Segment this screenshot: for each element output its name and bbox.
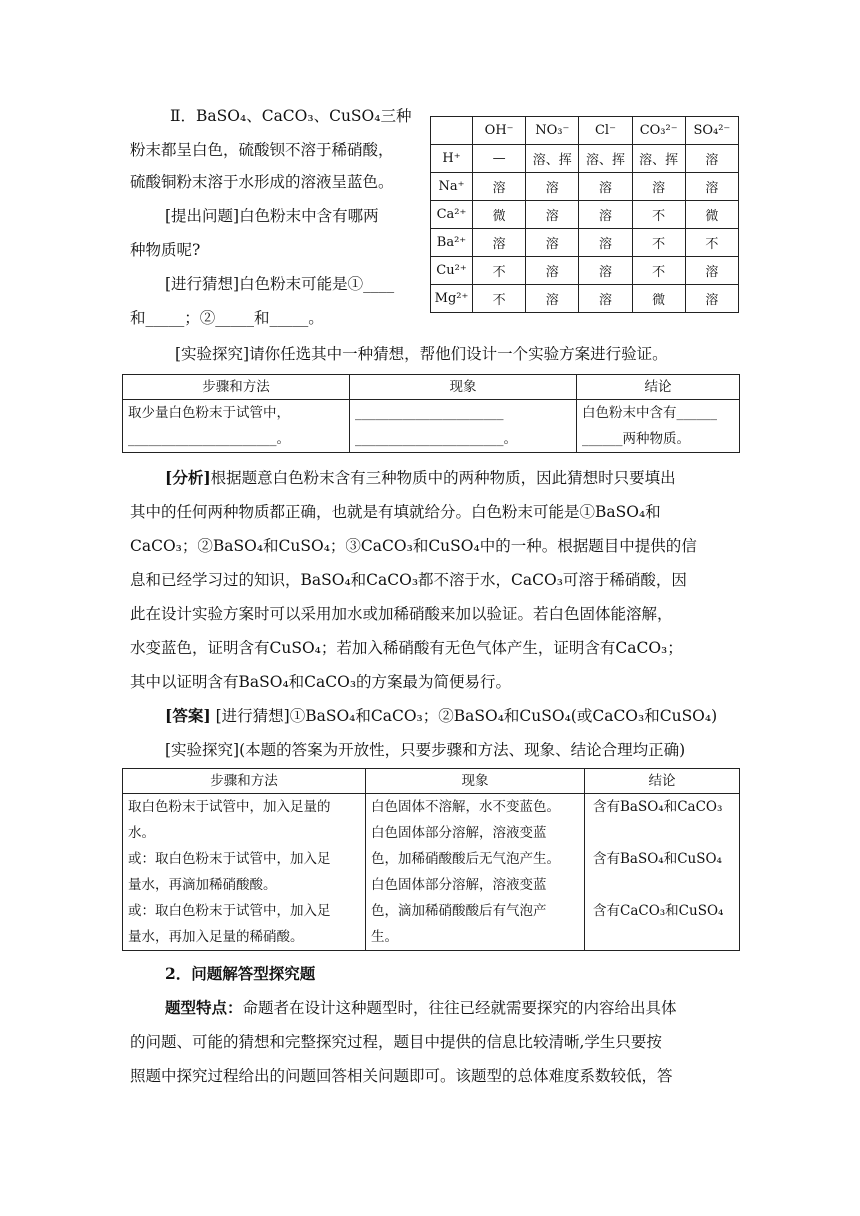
table-cell: 溶	[579, 229, 632, 257]
step-line: 取白色粉末于试管中，加入足量的	[128, 799, 331, 815]
intro-line-1: Ⅱ．BaSO₄、CaCO₃、CuSO₄三种	[170, 107, 412, 125]
table-cell: Cl⁻	[579, 117, 632, 145]
solubility-table	[430, 116, 739, 313]
analysis-line-5: 此在设计实验方案时可以采用加水或加稀硝酸来加以验证。若白色固体能溶解，	[130, 605, 673, 623]
table-cell: 溶	[685, 145, 738, 173]
analysis-line-1	[165, 468, 676, 488]
analysis-line-4: 息和已经学习过的知识，BaSO₄和CaCO₃都不溶于水，CaCO₃可溶于稀硝酸，因	[130, 571, 687, 589]
table-cell: 微	[632, 285, 685, 313]
answer-table	[122, 768, 740, 951]
answer-line-1	[165, 706, 717, 726]
header-conclusion: 结论	[577, 375, 740, 400]
analysis-label: [分析]	[165, 468, 211, 487]
step-blank: ______________________。	[128, 431, 290, 447]
table-row	[431, 257, 739, 285]
intro-line-3: 硫酸铜粉末溶于水形成的溶液呈蓝色。	[130, 173, 394, 191]
table-row	[123, 794, 740, 951]
table-cell: NO₃⁻	[526, 117, 579, 145]
step-line: 水。	[128, 825, 155, 841]
table-cell: —	[473, 145, 526, 173]
solubility-header-row	[431, 117, 739, 145]
step-cell	[123, 400, 350, 453]
phenomenon-line: 白色固体部分溶解，溶液变蓝	[371, 825, 547, 841]
table-cell: 溶	[473, 173, 526, 201]
header-steps: 步骤和方法	[123, 769, 366, 794]
table-cell: 溶	[526, 285, 579, 313]
table-cell: 溶、挥	[579, 145, 632, 173]
table-cell: 溶	[579, 257, 632, 285]
answer-header-row	[123, 769, 740, 794]
table-cell: Na⁺	[431, 173, 473, 201]
phenomenon-line: 白色固体不溶解，水不变蓝色。	[371, 799, 560, 815]
step-line: 或：取白色粉末于试管中，加入足	[128, 903, 331, 919]
phenomenon-line: 色，滴加稀硝酸酸后有气泡产	[371, 903, 547, 919]
table-row	[431, 285, 739, 313]
table-row	[431, 229, 739, 257]
phenomenon-line: 白色固体部分溶解，溶液变蓝	[371, 877, 547, 893]
phenomenon-line: 色，加稀硝酸酸后无气泡产生。	[371, 851, 560, 867]
phenomena-cell	[366, 794, 585, 951]
explore-prompt: [实验探究]请你任选其中一种猜想，帮他们设计一个实验方案进行验证。	[175, 345, 668, 363]
guess-line-2: 和_____；②_____和_____。	[130, 309, 324, 327]
table-cell: 不	[473, 285, 526, 313]
table-cell: 溶	[685, 257, 738, 285]
table-row	[431, 173, 739, 201]
answer-label: [答案]	[165, 706, 211, 725]
table-cell: H⁺	[431, 145, 473, 173]
table-cell: 不	[632, 229, 685, 257]
table-cell: 溶、挥	[632, 145, 685, 173]
answer-line-2: [实验探究](本题的答案为开放性，只要步骤和方法、现象、结论合理均正确)	[165, 741, 686, 759]
conclusion-line: 白色粉末中含有______	[582, 405, 717, 421]
section-line-3: 照题中探究过程给出的问题回答相关问题即可。该题型的总体难度系数较低，答	[130, 1067, 673, 1085]
phenomenon-blank: ______________________。	[355, 431, 517, 447]
question-line-2: 种物质呢?	[130, 241, 201, 259]
guess-line-1: [进行猜想]白色粉末可能是①____	[165, 275, 395, 293]
answer-guess: [进行猜想]①BaSO₄和CaCO₃；②BaSO₄和CuSO₄(或CaCO₃和CuSO₄)	[210, 707, 718, 725]
conclusions-cell	[585, 794, 740, 951]
step-line: 量水，再滴加稀硝酸酸。	[128, 877, 277, 893]
table-cell: 溶	[579, 201, 632, 229]
table-cell: 溶	[579, 173, 632, 201]
experiment-header-row	[123, 375, 740, 400]
table-cell: 溶、挥	[526, 145, 579, 173]
table-row	[431, 145, 739, 173]
section-heading: 2．问题解答型探究题	[165, 964, 316, 983]
table-cell: 溶	[685, 285, 738, 313]
table-cell: SO₄²⁻	[685, 117, 738, 145]
step-line: 量水，再加入足量的稀硝酸。	[128, 929, 304, 945]
table-cell: Cu²⁺	[431, 257, 473, 285]
step-line: 或：取白色粉末于试管中，加入足	[128, 851, 331, 867]
conclusion-cell	[577, 400, 740, 453]
table-cell: 微	[685, 201, 738, 229]
table-row	[123, 400, 740, 453]
analysis-line-3: CaCO₃；②BaSO₄和CuSO₄；③CaCO₃和CuSO₄中的一种。根据题目中提供的信	[130, 537, 697, 555]
section-line-1	[165, 998, 677, 1018]
conclusion-line: ______两种物质。	[582, 431, 690, 447]
phenomenon-line: 生。	[371, 929, 398, 945]
table-cell: Mg²⁺	[431, 285, 473, 313]
table-cell: 溶	[526, 201, 579, 229]
section-line-2: 的问题、可能的猜想和完整探究过程，题目中提供的信息比较清晰,学生只要按	[130, 1033, 662, 1051]
analysis-line-6: 水变蓝色，证明含有CuSO₄；若加入稀硝酸有无色气体产生，证明含有CaCO₃；	[130, 639, 683, 657]
table-cell: 溶	[632, 173, 685, 201]
analysis-line-7: 其中以证明含有BaSO₄和CaCO₃的方案最为简便易行。	[130, 673, 512, 691]
header-phenomenon: 现象	[366, 769, 585, 794]
analysis-text: 根据题意白色粉末含有三种物质中的两种物质，因此猜想时只要填出	[210, 469, 676, 487]
intro-line-2: 粉末都呈白色，硫酸钡不溶于稀硝酸，	[130, 141, 394, 159]
header-phenomenon: 现象	[350, 375, 577, 400]
table-cell: 溶	[526, 173, 579, 201]
table-cell	[431, 117, 473, 145]
question-line-1: [提出问题]白色粉末中含有哪两	[165, 207, 379, 225]
phenomenon-blank: ______________________	[355, 405, 504, 421]
table-cell: CO₃²⁻	[632, 117, 685, 145]
experiment-table	[122, 374, 740, 453]
table-cell: 不	[685, 229, 738, 257]
feature-label: 题型特点：	[165, 998, 243, 1017]
table-cell: 微	[473, 201, 526, 229]
table-cell: 溶	[526, 257, 579, 285]
table-cell: Ca²⁺	[431, 201, 473, 229]
analysis-line-2: 其中的任何两种物质都正确，也就是有填就给分。白色粉末可能是①BaSO₄和	[130, 503, 661, 521]
header-conclusion: 结论	[585, 769, 740, 794]
table-cell: 不	[473, 257, 526, 285]
conclusion-line: 含有CaCO₃和CuSO₄	[593, 903, 724, 919]
table-cell: OH⁻	[473, 117, 526, 145]
feature-text: 命题者在设计这种题型时，往往已经就需要探究的内容给出具体	[242, 999, 677, 1017]
phenomenon-cell	[350, 400, 577, 453]
conclusion-line: 含有BaSO₄和CaCO₃	[593, 799, 723, 815]
table-cell: 不	[632, 257, 685, 285]
table-row	[431, 201, 739, 229]
table-cell: 溶	[526, 229, 579, 257]
header-steps: 步骤和方法	[123, 375, 350, 400]
conclusion-line: 含有BaSO₄和CuSO₄	[593, 851, 722, 867]
table-cell: 溶	[685, 173, 738, 201]
table-cell: Ba²⁺	[431, 229, 473, 257]
steps-cell	[123, 794, 366, 951]
step-line: 取少量白色粉末于试管中，	[128, 405, 290, 421]
table-cell: 溶	[579, 285, 632, 313]
table-cell: 溶	[473, 229, 526, 257]
table-cell: 不	[632, 201, 685, 229]
